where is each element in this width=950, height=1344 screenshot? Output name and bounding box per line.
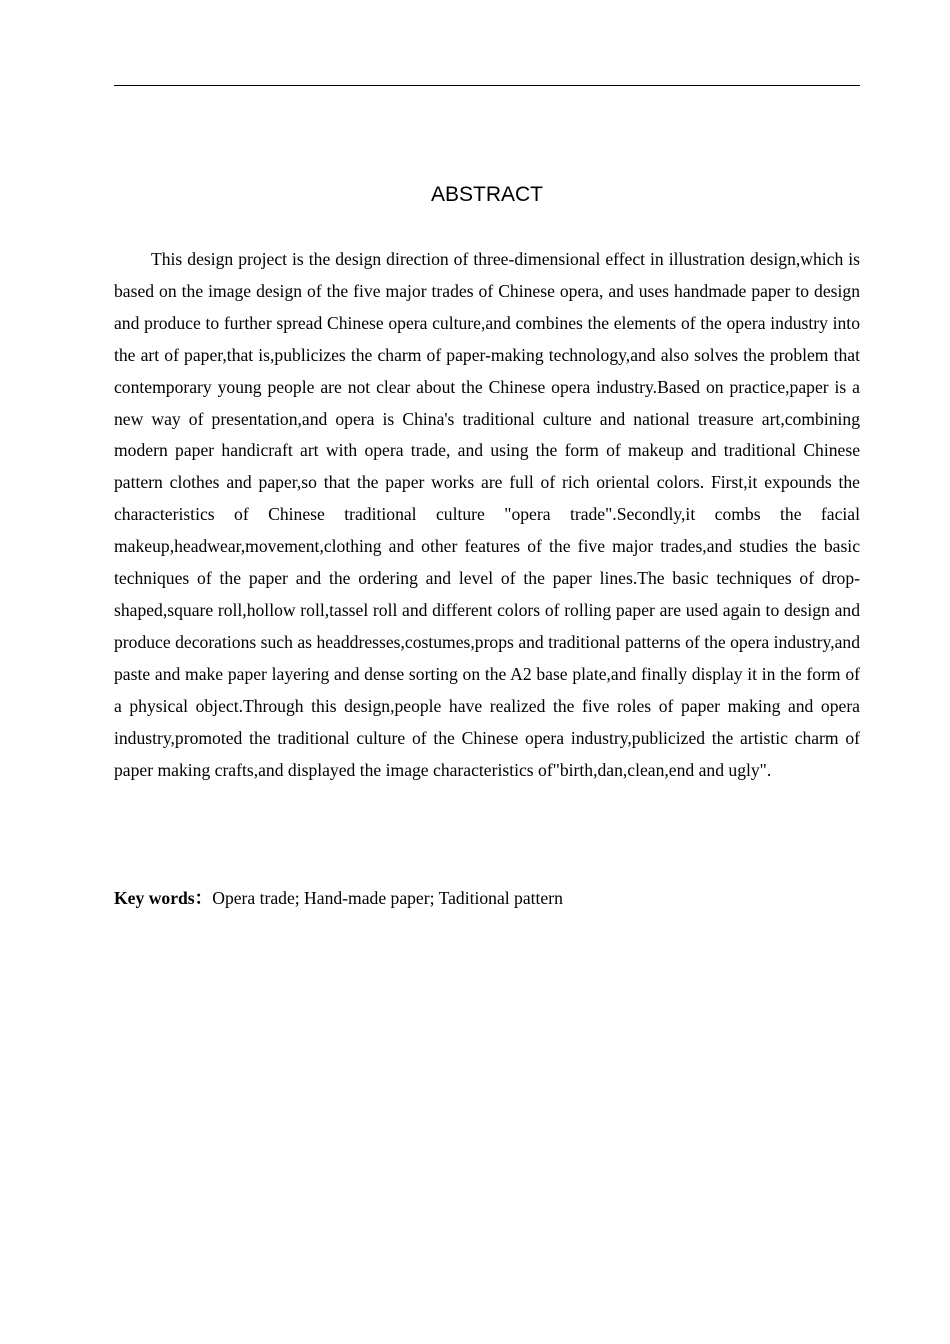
keywords-label: Key words： — [114, 888, 213, 908]
abstract-body: This design project is the design direction of three-dimensional effect in illustration design,which is based on the image design of the five major trades of Chinese opera, and uses handmade paper to design and produce to further spread Chinese opera culture,and combines the elements of the opera industry into the art of paper,that is,publicizes the charm of paper-making technology,and also solves the problem that contemporary young people are not clear about the Chinese opera industry.Based on practice,paper is a new way of presentation,and opera is China's traditional culture and national treasure art,combining modern paper handicraft art with opera trade, and using the form of makeup and traditional Chinese pattern clothes and paper,so that the paper works are full of rich oriental colors. First,it expounds the characteristics of Chinese traditional culture "opera trade".Secondly,it combs the facial makeup,headwear,movement,clothing and other features of the five major trades,and studies the basic techniques of the paper and the ordering and level of the paper lines.The basic techniques of drop-shaped,square roll,hollow roll,tassel roll and different colors of rolling paper are used again to design and produce decorations such as headdresses,costumes,props and traditional patterns of the opera industry,and paste and make paper layering and dense sorting on the A2 base plate,and finally display it in the form of a physical object.Through this design,people have realized the five roles of paper making and opera industry,promoted the traditional culture of the Chinese opera industry,publicized the artistic charm of paper making crafts,and displayed the image characteristics of"birth,dan,clean,end and ugly". — [114, 249, 860, 780]
keywords-line — [114, 883, 860, 914]
keywords-value: Opera trade; Hand-made paper; Taditional pattern — [212, 888, 563, 908]
abstract-title: ABSTRACT — [430, 183, 543, 206]
header-rule — [114, 85, 860, 86]
